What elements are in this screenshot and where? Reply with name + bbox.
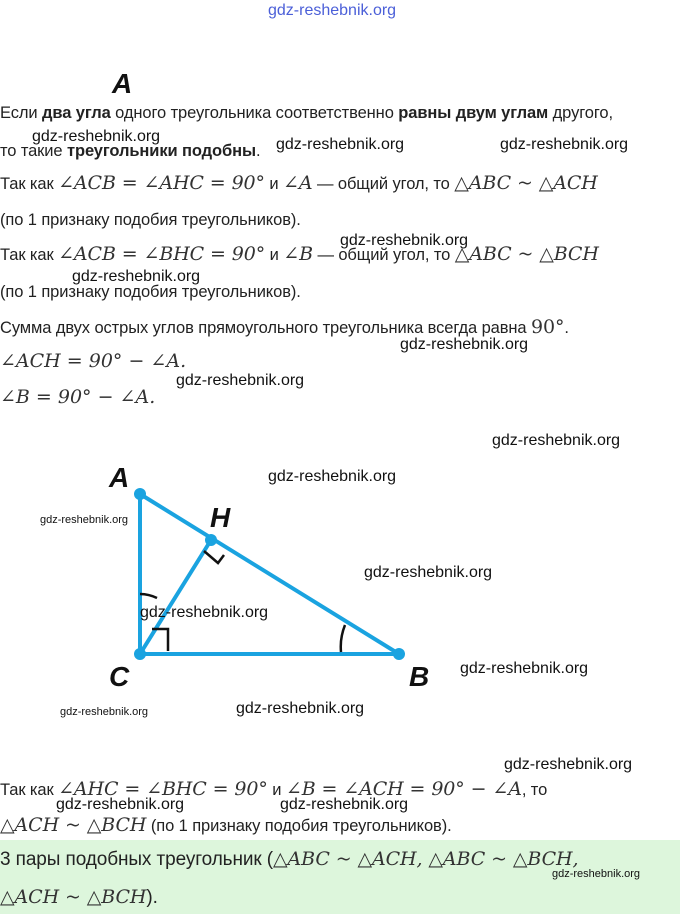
proof-line-4: (по 1 признаку подобия треугольников). [0,283,301,301]
watermark: gdz-reshebnik.org [492,432,621,449]
watermark: gdz-reshebnik.org [280,796,409,813]
watermark: gdz-reshebnik.org [60,706,149,718]
text: одного треугольника соответственно [110,104,399,122]
proof-line-3 [0,243,599,265]
proof-line-1 [0,172,598,194]
math: ∠B = ∠ACH = 90° − ∠A [285,778,522,800]
text: Так как [0,781,59,799]
math: △ABC ~ △ACH, △ABC ~ △BCH, [273,848,579,870]
watermark: gdz-reshebnik.org [72,268,201,285]
watermark: gdz-reshebnik.org [500,136,629,153]
math: ∠ACB = ∠AHC = 90° [58,172,265,194]
text: другого, [548,104,613,122]
watermark: gdz-reshebnik.org [340,232,469,249]
label-h: H [210,502,231,533]
vertex-h [205,534,217,546]
text: — общий угол, то [312,175,455,193]
text: (по 1 признаку подобия треугольников). [146,817,452,835]
text: — общий угол, то [312,246,455,264]
math: ∠AHC = ∠BHC = 90° [58,778,268,800]
right-angle-h [204,551,224,563]
watermark: gdz-reshebnik.org [236,700,365,717]
text: Так как [0,246,59,264]
text: , то [521,781,548,799]
text: Так как [0,175,59,193]
height-ch [140,540,211,654]
watermark: gdz-reshebnik.org [176,372,305,389]
watermark: gdz-reshebnik.org [276,136,405,153]
math: ∠ACB = ∠BHC = 90° [58,243,266,265]
bold-text: треугольники подобны [66,142,256,160]
math: ∠B [283,243,313,265]
side-ab [140,494,399,654]
watermark: gdz-reshebnik.org [268,468,397,485]
watermark: gdz-reshebnik.org [364,564,493,581]
answer-line-2 [0,886,158,909]
text: Если [0,104,42,122]
label-c: C [109,661,130,692]
label-b: B [409,661,430,692]
text: и [264,175,284,193]
vertex-c [134,648,146,660]
watermark: gdz-reshebnik.org [56,796,185,813]
text: и [267,781,286,799]
math: ∠A [283,172,313,194]
math: 90° [531,316,565,338]
watermark: gdz-reshebnik.org [400,336,529,353]
answer-line-1 [0,848,578,871]
text: то такие [0,142,67,160]
site-header-link[interactable]: gdz-reshebnik.org [268,2,397,19]
vertex-a [134,488,146,500]
math: △ACH ~ △BCH [0,814,147,836]
text: . [564,319,569,337]
watermark: gdz-reshebnik.org [460,660,589,677]
text: 3 пары подобных треугольник ( [0,849,273,870]
proof-line-7 [0,814,452,836]
math: △ABC ~ △ACH [454,172,598,194]
watermark: gdz-reshebnik.org [552,868,641,880]
angle-b-arc [341,625,345,652]
math: △ACH ~ △BCH [0,886,147,908]
vertex-b [393,648,405,660]
watermark: gdz-reshebnik.org [140,604,269,621]
triangle-lines [140,494,399,654]
math: △ABC ~ △BCH [454,243,599,265]
proof-line-2: (по 1 признаку подобия треугольников). [0,211,301,229]
angle-a-arc [140,594,157,598]
text: и [265,246,284,264]
watermark: gdz-reshebnik.org [504,756,633,773]
proof-line-5 [0,316,569,338]
formula-b: ∠B = 90° − ∠A. [0,386,156,408]
text: Сумма двух острых углов прямоугольного треугольника всегда равна [0,319,531,337]
rule-line-1 [0,104,613,123]
formula-acH: ∠ACH = 90° − ∠A. [0,350,187,372]
bold-text: два угла [42,104,111,122]
text: ). [146,887,158,908]
label-a: A [109,462,130,493]
bold-text: равны двум углам [398,104,549,122]
watermark: gdz-reshebnik.org [32,128,161,145]
text: . [255,142,261,160]
section-letter: А [112,68,133,99]
watermark: gdz-reshebnik.org [40,514,129,526]
